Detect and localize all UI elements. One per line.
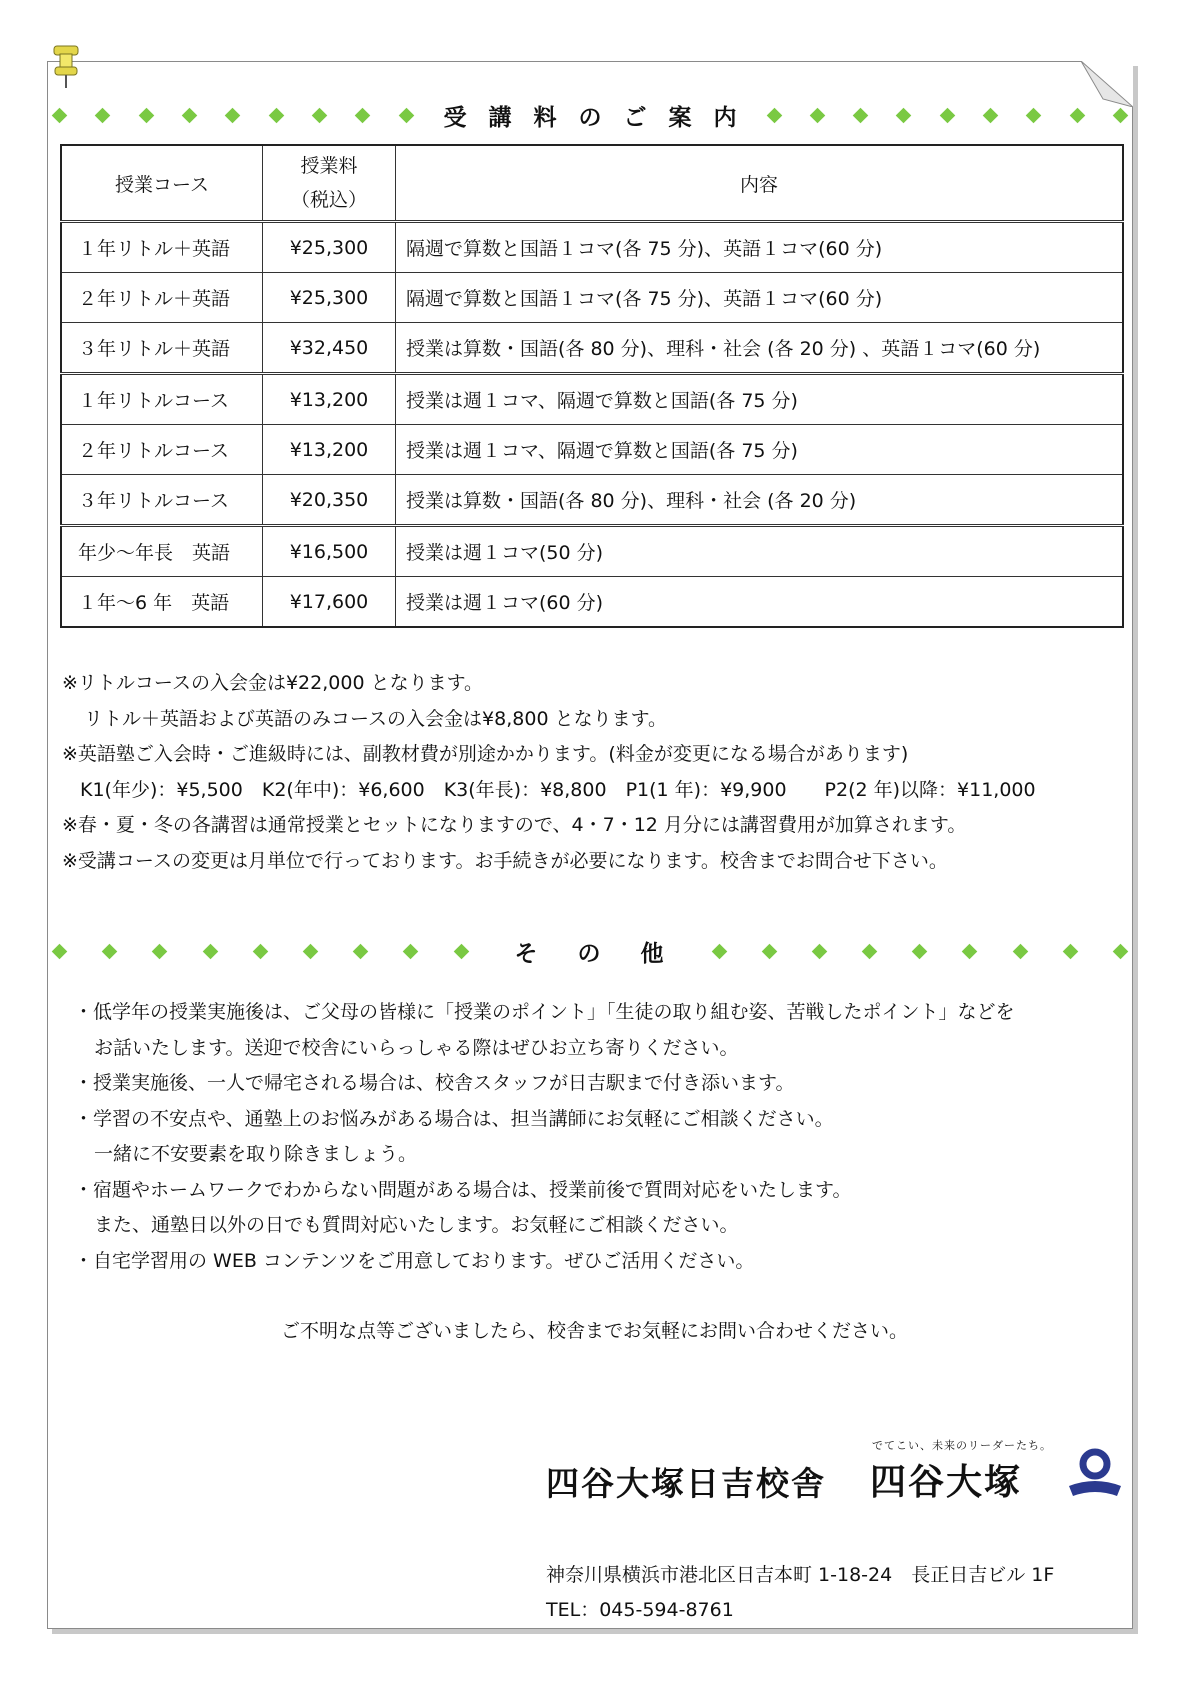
- diamond-row-right: [765, 110, 1131, 121]
- note-line: ※リトルコースの入会金は¥22,000 となります。: [62, 672, 484, 694]
- table-row: [61, 374, 1123, 425]
- diamond-icon: [225, 107, 241, 123]
- diamond-row-left: [50, 946, 471, 957]
- course-cell: ３年リトル＋英語: [61, 323, 263, 374]
- detail-cell: 授業は算数・国語(各 80 分)、理科・社会 (各 20 分): [396, 475, 1124, 526]
- diamond-icon: [1113, 943, 1129, 959]
- price-cell: ¥20,350: [263, 475, 396, 526]
- other-section-header: [50, 934, 1130, 968]
- diamond-icon: [403, 943, 419, 959]
- list-item: ・学習の不安点や、通塾上のお悩みがある場合は、担当講師にお気軽にご相談ください。: [74, 1107, 834, 1130]
- detail-cell: 授業は週１コマ、隔週で算数と国語(各 75 分): [396, 425, 1124, 475]
- diamond-icon: [1063, 943, 1079, 959]
- diamond-icon: [812, 943, 828, 959]
- school-tel: TEL：045-594-8761: [546, 1599, 734, 1621]
- diamond-icon: [52, 107, 68, 123]
- price-cell: ¥25,300: [263, 222, 396, 273]
- course-cell: ２年リトル＋英語: [61, 273, 263, 323]
- header-price-line1: 授業料: [300, 155, 358, 177]
- detail-cell: 授業は週１コマ(60 分): [396, 577, 1124, 628]
- course-cell: １年リトル＋英語: [61, 222, 263, 273]
- diamond-icon: [252, 943, 268, 959]
- diamond-icon: [52, 943, 68, 959]
- diamond-icon: [939, 107, 955, 123]
- diamond-icon: [862, 943, 878, 959]
- price-cell: ¥17,600: [263, 577, 396, 628]
- course-cell: １年リトルコース: [61, 374, 263, 425]
- diamond-icon: [312, 107, 328, 123]
- fee-table-header-row: [61, 145, 1123, 222]
- fee-notes: [62, 666, 1122, 879]
- diamond-icon: [138, 107, 154, 123]
- note-line: K1(年少)：¥5,500 K2(年中)：¥6,600 K3(年長)：¥8,800 P1(1 年)：¥9,900 P2(2 年)以降：¥11,000: [80, 778, 1036, 801]
- detail-cell: 隔週で算数と国語１コマ(各 75 分)、英語１コマ(60 分): [396, 273, 1124, 323]
- detail-cell: 授業は週１コマ(50 分): [396, 526, 1124, 577]
- diamond-icon: [761, 943, 777, 959]
- diamond-icon: [1026, 107, 1042, 123]
- diamond-icon: [453, 943, 469, 959]
- fee-section-header: [50, 98, 1130, 132]
- diamond-icon: [1069, 107, 1085, 123]
- diamond-icon: [268, 107, 284, 123]
- table-row: [61, 273, 1123, 323]
- table-row: [61, 526, 1123, 577]
- header-detail: 内容: [396, 145, 1124, 222]
- diamond-icon: [202, 943, 218, 959]
- diamond-icon: [398, 107, 414, 123]
- diamond-icon: [853, 107, 869, 123]
- header-price: [263, 145, 396, 222]
- list-item-continuation: また、通塾日以外の日でも質問対応いたします。お気軽にご相談ください。: [94, 1214, 739, 1236]
- diamond-icon: [1113, 107, 1129, 123]
- diamond-icon: [353, 943, 369, 959]
- diamond-row-left: [50, 110, 416, 121]
- course-cell: ３年リトルコース: [61, 475, 263, 526]
- diamond-icon: [896, 107, 912, 123]
- table-row: [61, 475, 1123, 526]
- price-cell: ¥13,200: [263, 374, 396, 425]
- diamond-icon: [152, 943, 168, 959]
- diamond-icon: [983, 107, 999, 123]
- list-item: ・自宅学習用の WEB コンテンツをご用意しております。ぜひご活用ください。: [74, 1249, 755, 1272]
- detail-cell: 授業は週１コマ、隔週で算数と国語(各 75 分): [396, 374, 1124, 425]
- school-address: 神奈川県横浜市港北区日吉本町 1-18-24 長正日吉ビル 1F: [546, 1564, 1055, 1586]
- diamond-icon: [912, 943, 928, 959]
- note-line: ※春・夏・冬の各講習は通常授業とセットになりますので、4・7・12 月分には講習費用が加算されます。: [62, 814, 967, 836]
- table-row: [61, 425, 1123, 475]
- price-cell: ¥32,450: [263, 323, 396, 374]
- closing-message: ご不明な点等ございましたら、校舎までお気軽にお問い合わせください。: [280, 1320, 908, 1342]
- diamond-icon: [962, 943, 978, 959]
- diamond-icon: [355, 107, 371, 123]
- fee-section-title: 受講料のご案内: [443, 104, 759, 131]
- diamond-icon: [766, 107, 782, 123]
- course-cell: １年～6 年 英語: [61, 577, 263, 628]
- price-cell: ¥25,300: [263, 273, 396, 323]
- detail-cell: 隔週で算数と国語１コマ(各 75 分)、英語１コマ(60 分): [396, 222, 1124, 273]
- price-cell: ¥16,500: [263, 526, 396, 577]
- pushpin-icon: [52, 44, 80, 90]
- yotsuya-otsuka-logo-icon: [1065, 1446, 1125, 1502]
- other-section-title: その他: [514, 940, 704, 967]
- table-row: [61, 222, 1123, 273]
- school-name: 四谷大塚日吉校舎: [546, 1464, 826, 1503]
- diamond-icon: [1012, 943, 1028, 959]
- header-course: 授業コース: [61, 145, 263, 222]
- note-line: ※受講コースの変更は月単位で行っております。お手続きが必要になります。校舎までお問合せ下さい。: [62, 849, 948, 872]
- diamond-icon: [102, 943, 118, 959]
- course-cell: ２年リトルコース: [61, 425, 263, 475]
- diamond-icon: [303, 943, 319, 959]
- list-item: ・授業実施後、一人で帰宅される場合は、校舎スタッフが日吉駅まで付き添います。: [74, 1072, 795, 1094]
- note-line: リトル＋英語および英語のみコースの入会金は¥8,800 となります。: [84, 707, 668, 730]
- list-item-continuation: お話いたします。送迎で校舎にいらっしゃる際はぜひお立ち寄りください。: [94, 1036, 739, 1059]
- course-cell: 年少～年長 英語: [61, 526, 263, 577]
- list-item: ・宿題やホームワークでわからない問題がある場合は、授業前後で質問対応をいたします。: [74, 1178, 852, 1201]
- list-item: ・低学年の授業実施後は、ご父母の皆様に「授業のポイント」「生徒の取り組む姿、苦戦したポイント」などを: [74, 1001, 1015, 1023]
- brand-logo-text: 四谷大塚: [870, 1462, 1023, 1503]
- diamond-icon: [95, 107, 111, 123]
- note-line: ※英語塾ご入会時・ご進級時には、副教材費が別途かかります。(料金が変更になる場合があります): [62, 743, 909, 765]
- logo-tagline: でてこい、未来のリーダーたち。: [872, 1439, 1052, 1452]
- diamond-row-right: [710, 946, 1131, 957]
- detail-cell: 授業は算数・国語(各 80 分)、理科・社会 (各 20 分) 、英語１コマ(60 分): [396, 323, 1124, 374]
- price-cell: ¥13,200: [263, 425, 396, 475]
- diamond-icon: [711, 943, 727, 959]
- diamond-icon: [182, 107, 198, 123]
- table-row: [61, 577, 1123, 628]
- header-price-line2: （税込）: [290, 189, 367, 211]
- fee-table: [60, 144, 1124, 628]
- other-info-list: [74, 995, 1124, 1279]
- table-row: [61, 323, 1123, 374]
- list-item-continuation: 一緒に不安要素を取り除きましょう。: [94, 1143, 418, 1165]
- diamond-icon: [810, 107, 826, 123]
